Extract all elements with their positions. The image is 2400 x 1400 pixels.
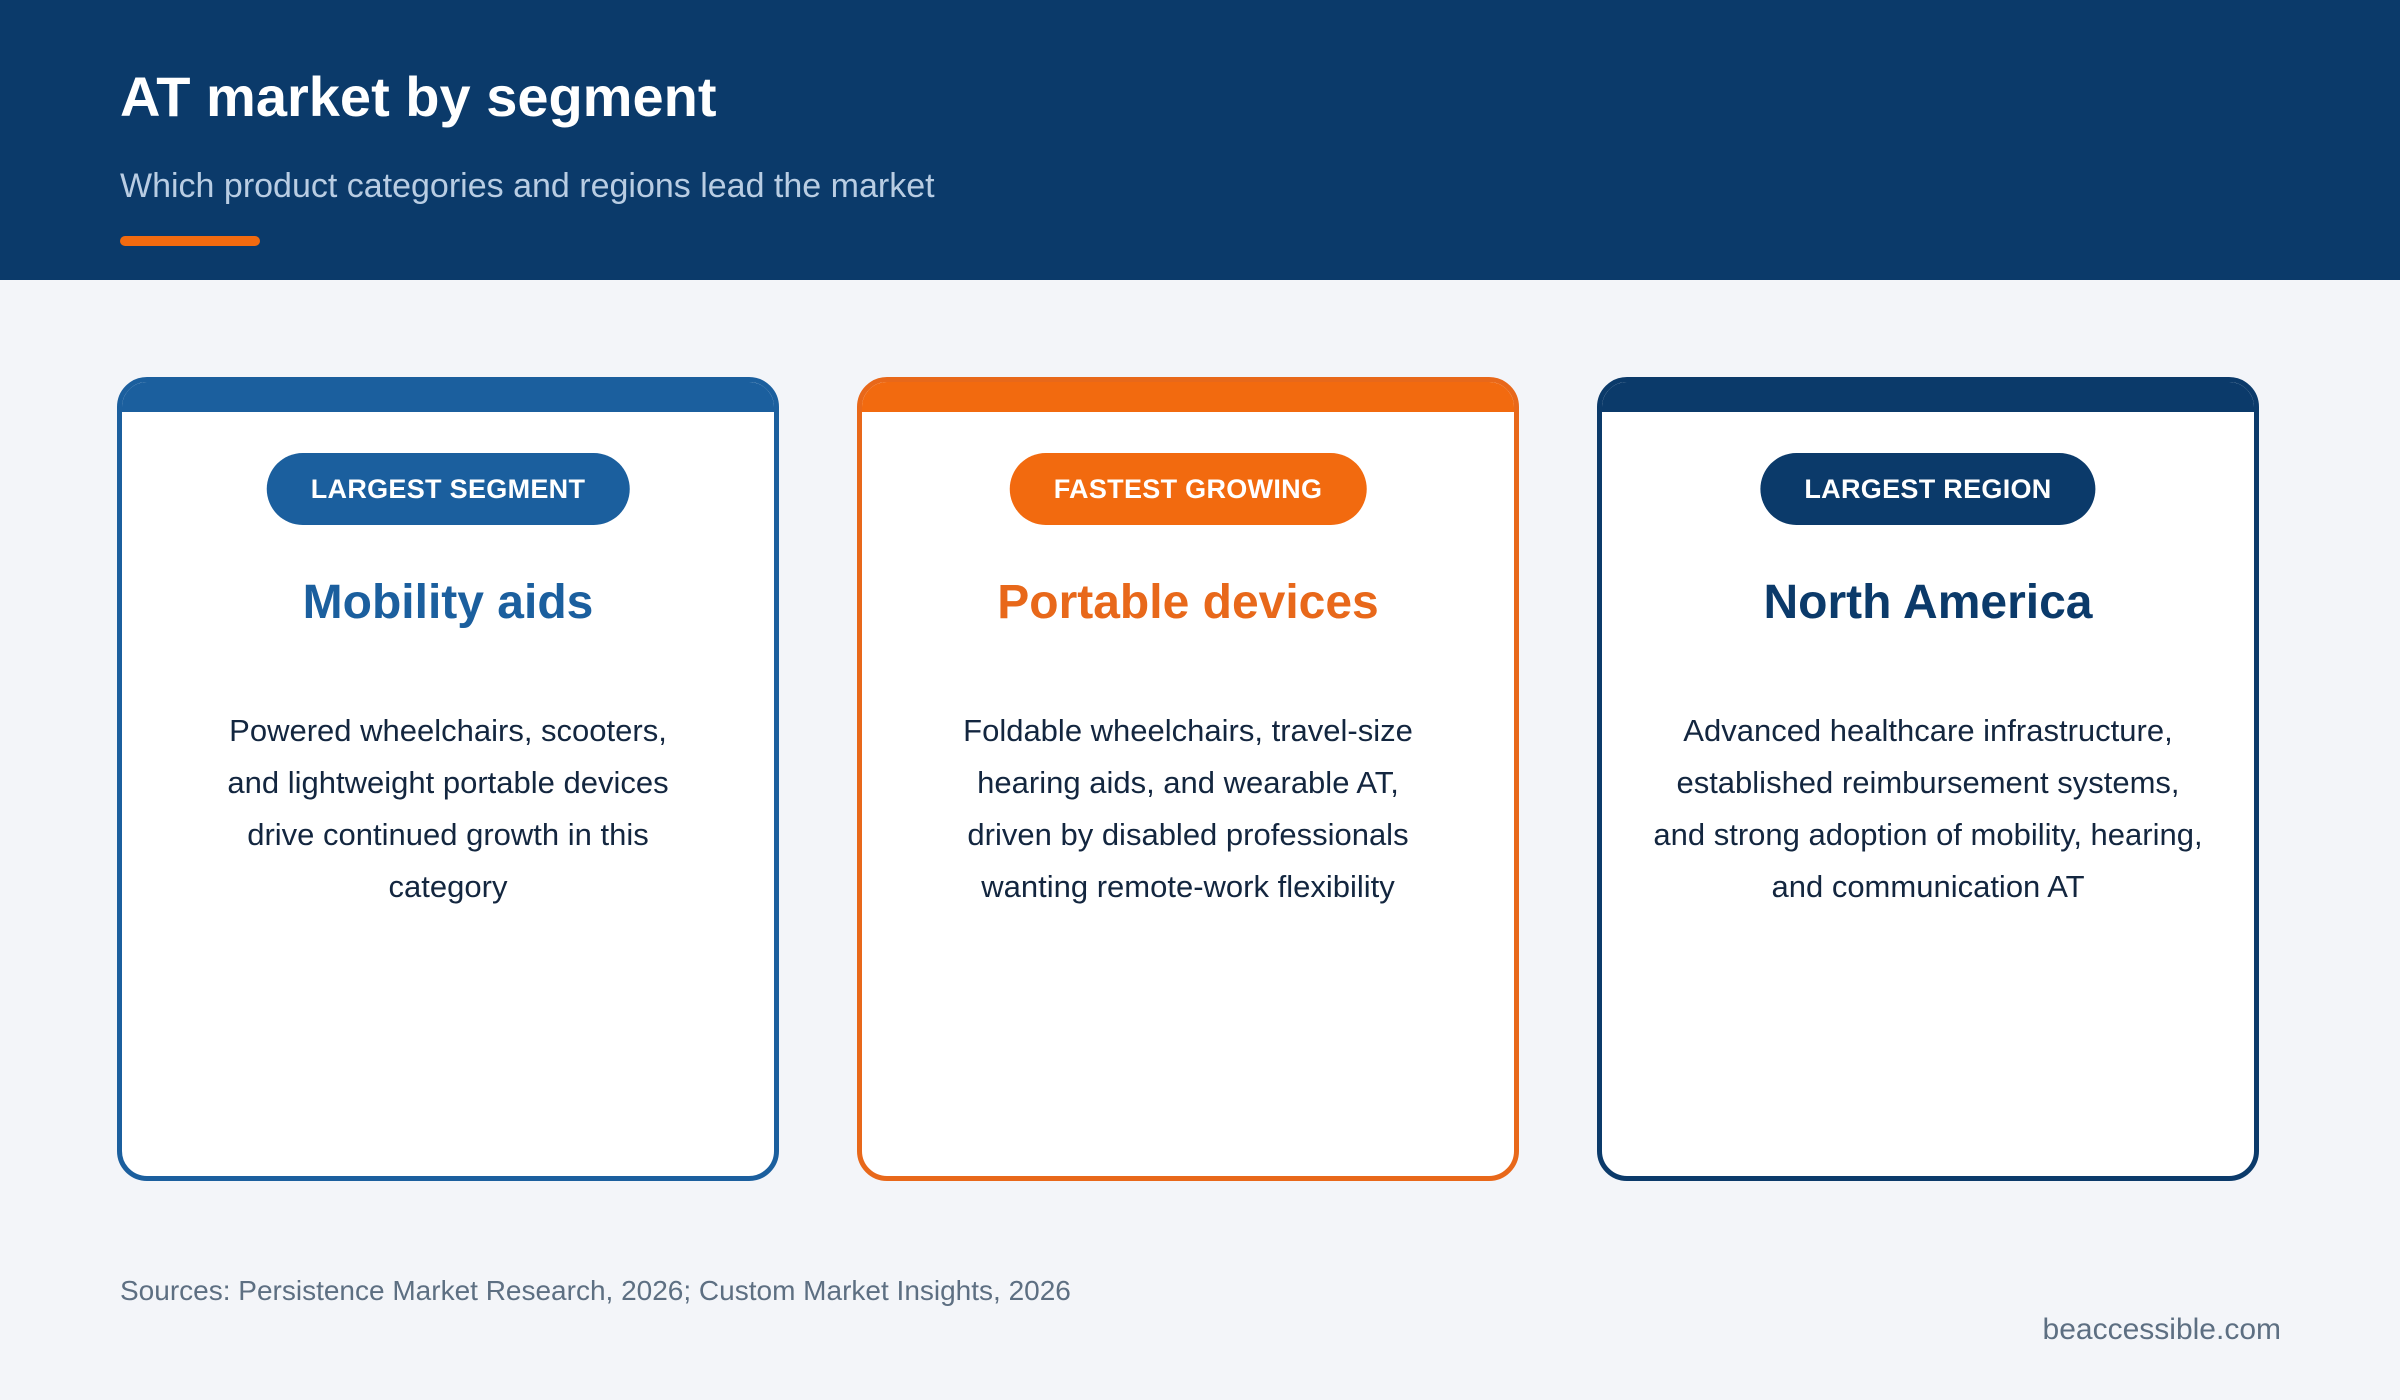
site-url: beaccessible.com xyxy=(2042,1313,2281,1346)
card-description: Foldable wheelchairs, travel-size hearing aids, and wearable AT, driven by disabled professionals wanting remote-work flexibility xyxy=(963,713,1413,904)
page-title: AT market by segment xyxy=(120,65,717,128)
card-heading: North America xyxy=(1763,576,2093,629)
card-description: Powered wheelchairs, scooters, and lightweight portable devices drive continued growth in this category xyxy=(227,713,669,904)
card-badge: LARGEST SEGMENT xyxy=(267,453,630,525)
card-largest-region xyxy=(1597,377,2259,1181)
header-banner xyxy=(0,0,2400,280)
card-heading: Mobility aids xyxy=(302,576,594,629)
card-top-stripe xyxy=(862,382,1514,412)
card-top-stripe xyxy=(122,382,774,412)
card-badge: FASTEST GROWING xyxy=(1010,453,1367,525)
card-top-stripe xyxy=(1602,382,2254,412)
card-fastest-growing xyxy=(857,377,1519,1181)
sources-note: Sources: Persistence Market Research, 2026; Custom Market Insights, 2026 xyxy=(120,1275,1071,1306)
card-description: Advanced healthcare infrastructure, established reimbursement systems, and strong adoption of mobility, hearing, and communication AT xyxy=(1653,713,2203,904)
card-heading: Portable devices xyxy=(997,576,1379,629)
page-subtitle: Which product categories and regions lead the market xyxy=(120,167,935,205)
card-largest-segment xyxy=(117,377,779,1181)
card-badge: LARGEST REGION xyxy=(1760,453,2095,525)
accent-bar xyxy=(120,236,260,246)
